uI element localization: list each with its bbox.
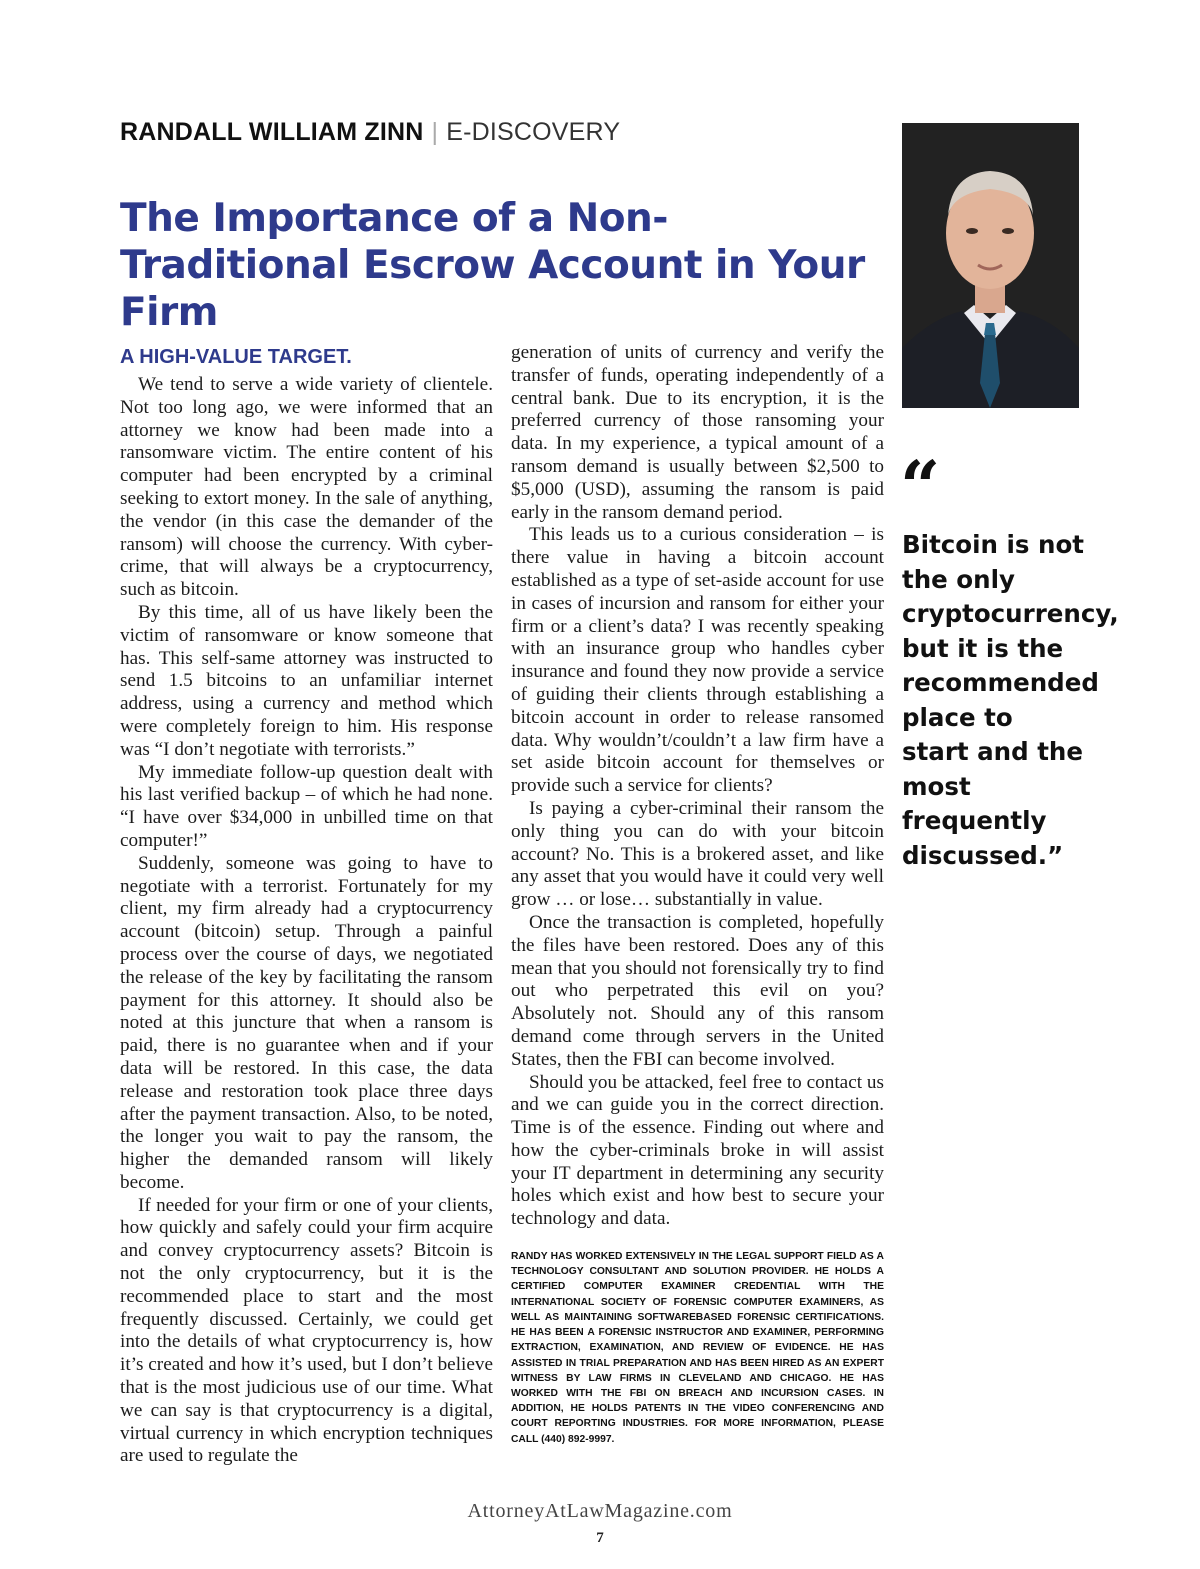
author-bio: RANDY HAS WORKED EXTENSIVELY IN THE LEGAL SUPPORT FIELD AS A TECHNOLOGY CONSULTANT AND SOLUTION PROVIDER. HE HOLDS A CERTIFIED COMPUTER EXAMINER CREDENTIAL WITH THE INTERNATIONAL SOCIETY OF FORENSIC COMPUTER EXAMINERS, AS WELL AS MAINTAINING SOFTWAREBASED FORENSIC CERTIFICATIONS. HE HAS BEEN A FORENSIC INSTRUCTOR AND EXAMINER, PERFORMING EXTRACTION, EXAMINATION, AND REVIEW OF EVIDENCE. HE HAS ASSISTED IN TRIAL PREPARATION AND HAS BEEN HIRED AS AN EXPERT WITNESS BY LAW FIRMS IN CLEVELAND AND CHICAGO. HE HAS WORKED WITH THE FBI ON BREACH AND INCURSION CASES. IN ADDITION, HE HOLDS PATENTS IN THE VIDEO CONFERENCING AND COURT REPORTING INDUSTRIES. FOR MORE INFORMATION, PLEASE CALL (440) 892-9997. <box>511 1251 884 1445</box>
article-column-right <box>511 342 884 1447</box>
author-portrait-illustration <box>902 123 1079 408</box>
author-name: RANDALL WILLIAM ZINN <box>120 118 424 146</box>
body-paragraph: generation of units of currency and verify the transfer of funds, operating independently of a central bank. Due to its encryption, it is the preferred currency of those ransoming your data. In my experience, a typical amount of a ransom demand is usually between $2,500 to $5,000 (USD), assuming the ransom is paid early in the ransom demand period. <box>511 342 884 523</box>
page-number: 7 <box>596 1530 604 1546</box>
body-paragraph: Suddenly, someone was going to have to negotiate with a terrorist. Fortunately for my client, my firm already had a cryptocurrency account (bitcoin) setup. Through a painful process over the course of days, we negotiated the release of the key by facilitating the ransom payment for this attorney. It should also be noted at this juncture that when a ransom is paid, there is no guarantee when and if your data will be restored. In this case, the data release and restoration took place three days after the payment transaction. Also, to be noted, the longer you wait to pay the ransom, the higher the demanded ransom will likely become. <box>120 852 493 1193</box>
author-photo <box>902 123 1079 408</box>
article-header <box>120 118 620 147</box>
body-paragraph: Should you be attacked, feel free to contact us and we can guide you in the correct direction. Time is of the essence. Finding out where and how the cyber-criminals broke in will assist your IT department in determining any security holes which exist and how best to secure your technology and data. <box>511 1071 884 1230</box>
body-paragraph: If needed for your firm or one of your clients, how quickly and safely could your firm acquire and convey cryptocurrency assets? Bitcoin is not the only cryptocurrency, but it is the recommended place to start and the most frequently discussed. Certainly, we could get into the details of what cryptocurrency is, how it’s created and how it’s used, but I don’t believe that is the most judicious use of our time. What we can say is that cryptocurrency is a digital, virtual currency in which encryption techniques are used to regulate the <box>120 1194 493 1467</box>
header-divider: | <box>431 118 439 146</box>
article-title: The Importance of a Non-Traditional Escrow Account in Your Firm <box>120 196 865 335</box>
footer-site-link[interactable]: AttorneyAtLawMagazine.com <box>467 1500 733 1522</box>
body-paragraph: By this time, all of us have likely been the victim of ransomware or know someone that has. This self-same attorney was instructed to send 1.5 bitcoins to an unfamiliar internet address, using a currency and method which were completely foreign to him. His response was “I don’t negotiate with terrorists.” <box>120 601 493 760</box>
quote-mark-icon: “ <box>900 445 941 528</box>
body-paragraph: Is paying a cyber-criminal their ransom the only thing you can do with your bitcoin account? No. This is a brokered asset, and like any asset that you would have it could very well grow … or lose… substantially in value. <box>511 797 884 911</box>
article-column-left <box>120 342 493 1468</box>
body-paragraph: We tend to serve a wide variety of clientele. Not too long ago, we were informed that an attorney we know had been made into a ransomware victim. The entire content of his computer had been encrypted by a criminal seeking to extort money. In the sale of anything, the vendor (in this case the demander of the ransom) will choose the currency. With cyber-crime, that will always be a cryptocurrency, such as bitcoin. <box>120 374 493 601</box>
body-paragraph: Once the transaction is completed, hopefully the files have been restored. Does any of this mean that you should not forensically try to find out who perpetrated this evil on you? Absolutely not. Should any of this ransom demand come through servers in the United States, then the FBI can become involved. <box>511 911 884 1070</box>
pull-quote: Bitcoin is not the only cryptocurrency, but it is the recommended place to start and the most frequently discussed.” <box>902 530 1119 870</box>
section-label: E-DISCOVERY <box>446 118 621 146</box>
section-subheading: A HIGH-VALUE TARGET. <box>120 346 352 368</box>
body-paragraph: This leads us to a curious consideration – is there value in having a bitcoin account established as a type of set-aside account for use in cases of incursion and ransom for either your firm or a client’s data? I was recently speaking with an insurance group who handles cyber insurance and found they now provide a service of guiding their clients through establishing a bitcoin account in order to release ransomed data. Why wouldn’t/couldn’t a law firm have a set aside bitcoin account for themselves or provide such a service for clients? <box>511 524 884 797</box>
body-paragraph: My immediate follow-up question dealt with his last verified backup – of which he had none. “I have over $34,000 in unbilled time on that computer!” <box>120 761 493 851</box>
